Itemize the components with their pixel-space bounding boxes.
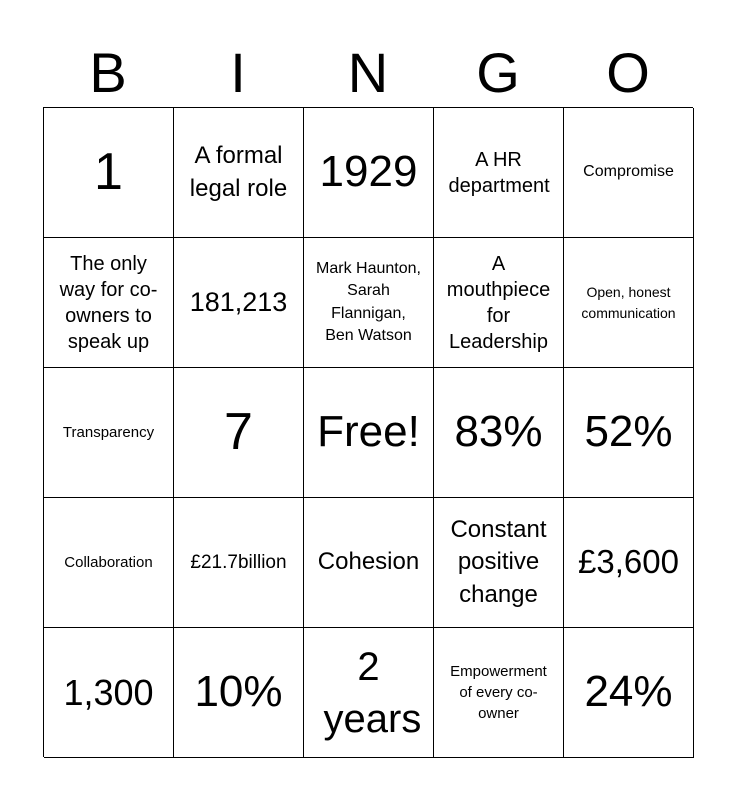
cell-text: The only way for co-owners to speak up <box>59 252 158 353</box>
free-space-cell[interactable] <box>304 368 434 498</box>
header-letter-i: I <box>230 41 246 104</box>
cell-text: £3,600 <box>578 543 679 581</box>
cell-text: 7 <box>224 403 253 462</box>
bingo-cell[interactable] <box>564 628 694 758</box>
cell-text: Transparency <box>62 424 155 441</box>
bingo-cell[interactable] <box>44 628 174 758</box>
bingo-cell[interactable] <box>174 368 304 498</box>
cell-text: Constant positive change <box>450 515 547 608</box>
cell-text: 10% <box>194 667 283 717</box>
header-letter-n: N <box>347 41 389 104</box>
bingo-cell[interactable] <box>564 238 694 368</box>
cell-text: Collaboration <box>64 554 153 571</box>
cell-text: 24% <box>584 667 673 717</box>
bingo-cell[interactable] <box>434 498 564 628</box>
bingo-cell[interactable] <box>434 108 564 238</box>
cell-text: Mark Haunton, Sarah Flannigan, Ben Watson <box>316 259 421 344</box>
bingo-cell[interactable] <box>304 628 434 758</box>
cell-text: A mouthpiece for Leadership <box>446 252 551 353</box>
cell-text: 1,300 <box>63 671 154 713</box>
header-letter-g: G <box>476 41 520 104</box>
bingo-cell[interactable] <box>564 368 694 498</box>
cell-text: 1 <box>94 143 123 202</box>
bingo-cell[interactable] <box>44 238 174 368</box>
cell-text: Open, honest communication <box>581 284 676 321</box>
cell-text: A formal legal role <box>189 142 288 202</box>
bingo-cell[interactable] <box>304 238 434 368</box>
bingo-board <box>43 107 693 757</box>
cell-text: 181,213 <box>189 287 288 318</box>
bingo-cell[interactable] <box>564 498 694 628</box>
cell-text: 2 years <box>323 644 422 741</box>
header-letter-o: O <box>606 41 650 104</box>
bingo-cell[interactable] <box>44 498 174 628</box>
bingo-header <box>43 40 693 106</box>
bingo-cell[interactable] <box>44 108 174 238</box>
header-letter-b: B <box>89 41 127 104</box>
cell-text: 1929 <box>319 147 418 197</box>
bingo-cell[interactable] <box>44 368 174 498</box>
bingo-cell[interactable] <box>174 238 304 368</box>
cell-text: Free! <box>317 407 420 457</box>
bingo-cell[interactable] <box>174 628 304 758</box>
bingo-cell[interactable] <box>304 498 434 628</box>
bingo-cell[interactable] <box>434 238 564 368</box>
bingo-cell[interactable] <box>434 628 564 758</box>
bingo-cell[interactable] <box>304 108 434 238</box>
bingo-cell[interactable] <box>174 108 304 238</box>
cell-text: Empowerment of every co-owner <box>450 663 547 722</box>
cell-text: 83% <box>454 407 543 457</box>
cell-text: 52% <box>584 407 673 457</box>
bingo-cell[interactable] <box>434 368 564 498</box>
cell-text: £21.7billion <box>190 551 287 573</box>
bingo-cell[interactable] <box>174 498 304 628</box>
bingo-cell[interactable] <box>564 108 694 238</box>
cell-text: Cohesion <box>317 548 420 576</box>
cell-text: A HR department <box>448 148 550 197</box>
cell-text: Compromise <box>583 163 674 181</box>
